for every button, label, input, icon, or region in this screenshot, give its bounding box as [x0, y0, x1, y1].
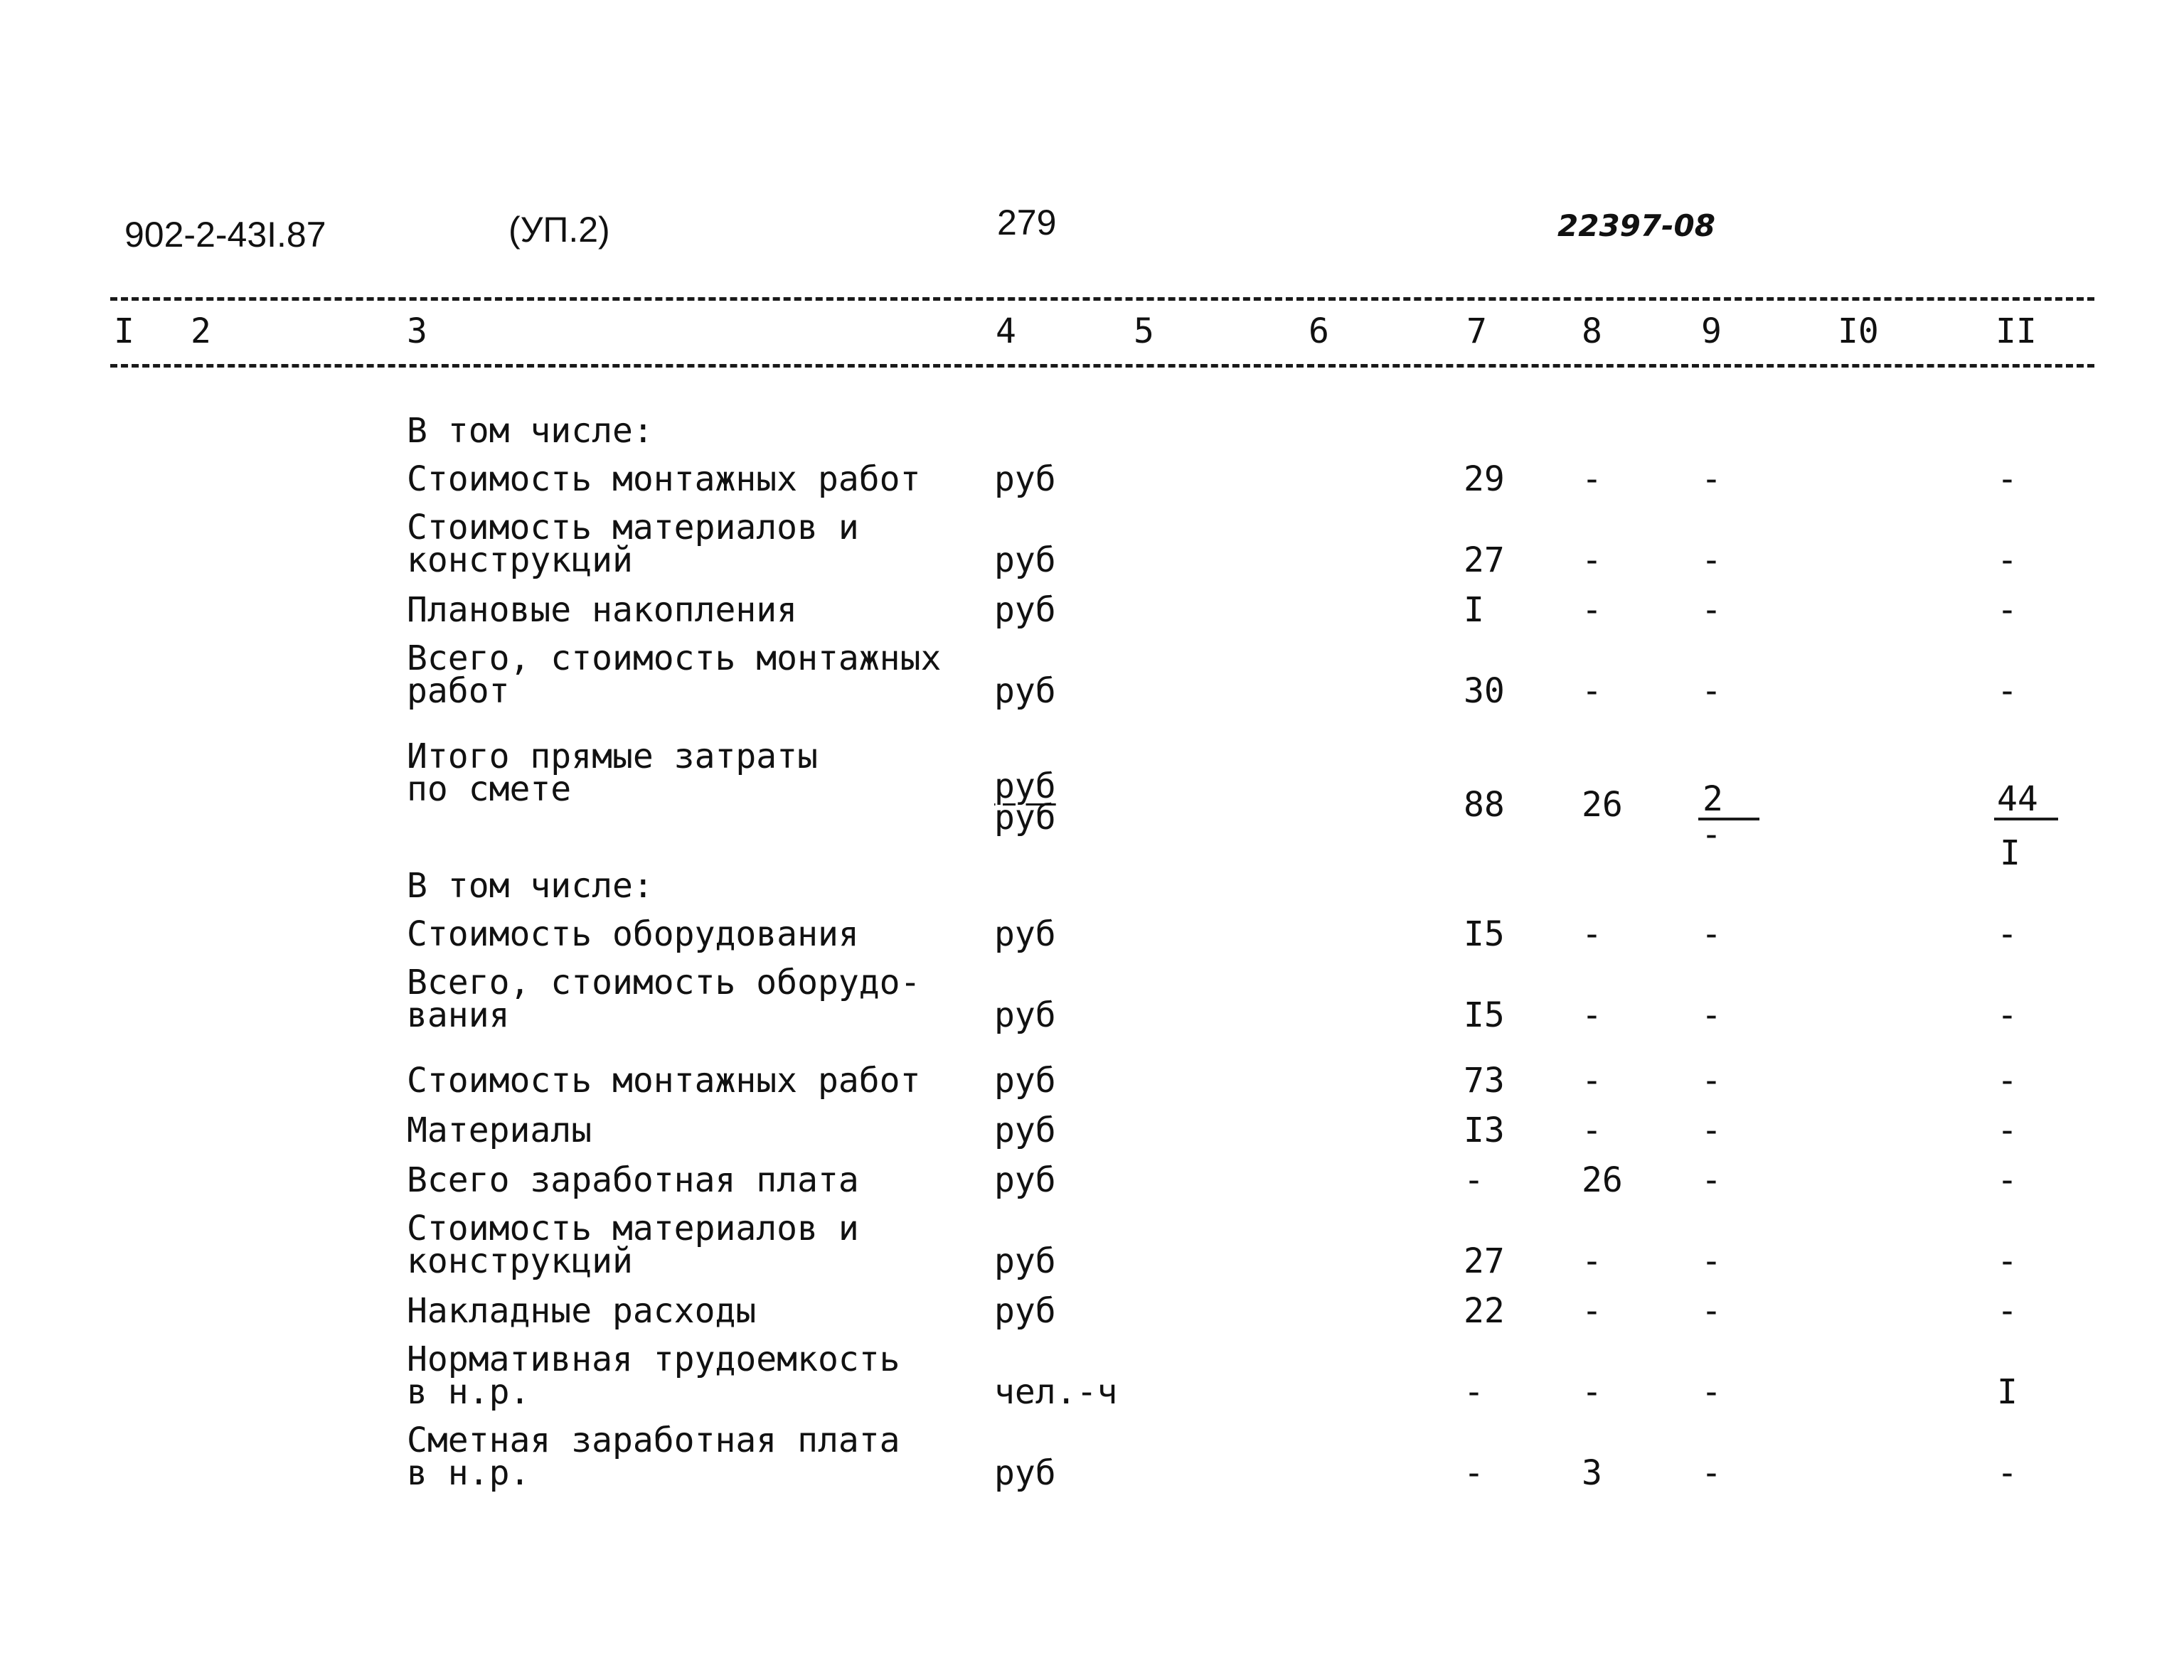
col11-cell: - [1997, 671, 2018, 711]
row-label: Стоимость материалов и [407, 1209, 859, 1248]
col7-cell: I5 [1464, 914, 1505, 954]
row-label-continuation: работ [407, 671, 510, 711]
col7-cell: I3 [1464, 1111, 1505, 1150]
col7-cell: 29 [1464, 459, 1505, 499]
col7-cell: I [1464, 590, 1484, 630]
unit-cell: руб [994, 914, 1056, 954]
unit-cell: руб [994, 1160, 1056, 1200]
column-header: II [1996, 311, 2037, 351]
column-header: 4 [996, 311, 1016, 351]
col9-cell: - [1701, 1061, 1722, 1101]
row-label: Стоимость монтажных работ [407, 459, 921, 499]
col9-cell: - [1701, 1453, 1722, 1493]
col8-cell: - [1582, 590, 1602, 630]
row-label: Стоимость оборудования [407, 914, 859, 954]
row-label: Стоимость монтажных работ [407, 1061, 921, 1101]
col11-cell: - [1997, 1453, 2018, 1493]
row-label: В том числе: [407, 411, 654, 451]
unit-cell: руб [994, 671, 1056, 711]
col7-cell: 22 [1464, 1291, 1505, 1331]
col7-cell: 88 [1464, 785, 1505, 825]
column-header: I [114, 311, 134, 351]
row-label: Всего, стоимость монтажных [407, 638, 942, 678]
col11-cell-numerator: 44 [1997, 779, 2038, 819]
col9-cell: - [1701, 540, 1722, 580]
row-label-continuation: вания [407, 995, 510, 1035]
col11-cell: - [1997, 540, 2018, 580]
col11-cell: - [1997, 1111, 2018, 1150]
col8-cell: - [1582, 1111, 1602, 1150]
col8-cell: 3 [1582, 1453, 1602, 1493]
unit-cell: руб [994, 1241, 1056, 1281]
col8-cell: - [1582, 1372, 1602, 1412]
col9-cell: - [1701, 1111, 1722, 1150]
row-label-continuation: конструкций [407, 1241, 633, 1281]
col11-cell: - [1997, 1241, 2018, 1281]
col11-cell: - [1997, 995, 2018, 1035]
row-label: В том числе: [407, 866, 654, 906]
row-label-continuation: по смете [407, 769, 572, 809]
col11-cell: I [1997, 1372, 2018, 1412]
col9-cell: - [1701, 1160, 1722, 1200]
col9-cell: - [1701, 1291, 1722, 1331]
column-header: 5 [1134, 311, 1154, 351]
col9-cell: - [1701, 1241, 1722, 1281]
row-label: Накладные расходы [407, 1291, 757, 1331]
top-rule [110, 297, 2094, 301]
col11-cell: - [1997, 590, 2018, 630]
col8-cell: - [1582, 1291, 1602, 1331]
col7-cell: I5 [1464, 995, 1505, 1035]
row-label: Итого прямые затраты [407, 737, 818, 776]
unit-cell: руб [994, 459, 1056, 499]
col11-cell: - [1997, 1061, 2018, 1101]
row-label: Всего заработная плата [407, 1160, 859, 1200]
unit-cell-numerator: руб [994, 766, 1056, 806]
col8-cell: - [1582, 995, 1602, 1035]
column-header: 6 [1309, 311, 1329, 351]
column-header: I0 [1838, 311, 1879, 351]
row-label-continuation: в н.р. [407, 1372, 531, 1412]
col8-cell: - [1582, 914, 1602, 954]
col9-cell-numerator: 2 [1703, 779, 1723, 819]
document-part: (УП.2) [508, 210, 610, 250]
col8-cell: - [1582, 459, 1602, 499]
col11-cell-denominator: I [2000, 833, 2020, 873]
column-header: 7 [1466, 311, 1487, 351]
col11-cell: - [1997, 914, 2018, 954]
col7-cell: 30 [1464, 671, 1505, 711]
unit-cell-denominator: руб [994, 798, 1056, 838]
col7-cell: - [1464, 1372, 1484, 1412]
row-label: Стоимость материалов и [407, 508, 859, 547]
unit-cell: чел.-ч [994, 1372, 1118, 1412]
col8-cell: - [1582, 1241, 1602, 1281]
column-header: 3 [407, 311, 427, 351]
header-bottom-rule [110, 364, 2094, 368]
page-number: 279 [997, 203, 1057, 242]
unit-cell: руб [994, 590, 1056, 630]
col8-cell: - [1582, 671, 1602, 711]
col7-cell: 73 [1464, 1061, 1505, 1101]
row-label: Плановые накопления [407, 590, 798, 630]
col7-cell: - [1464, 1453, 1484, 1493]
row-label: Сметная заработная плата [407, 1420, 900, 1460]
col7-cell: 27 [1464, 1241, 1505, 1281]
unit-cell: руб [994, 1291, 1056, 1331]
fraction-line [1994, 818, 2058, 820]
column-header: 8 [1582, 311, 1602, 351]
inventory-number: 22397-08 [1557, 208, 1715, 243]
row-label: Всего, стоимость оборудо- [407, 963, 921, 1002]
row-label-continuation: в н.р. [407, 1453, 531, 1493]
col8-cell: 26 [1582, 1160, 1623, 1200]
col9-cell: - [1701, 914, 1722, 954]
unit-cell: руб [994, 1453, 1056, 1493]
col11-cell: - [1997, 1160, 2018, 1200]
col9-cell: - [1701, 671, 1722, 711]
col7-cell: 27 [1464, 540, 1505, 580]
col9-cell: - [1701, 459, 1722, 499]
row-label: Нормативная трудоемкость [407, 1339, 900, 1379]
row-label-continuation: конструкций [407, 540, 633, 580]
col8-cell: - [1582, 1061, 1602, 1101]
unit-cell: руб [994, 1111, 1056, 1150]
column-header: 2 [191, 311, 211, 351]
unit-cell: руб [994, 995, 1056, 1035]
col9-cell: - [1701, 995, 1722, 1035]
col8-cell: - [1582, 540, 1602, 580]
document-code: 902-2-43I.87 [124, 215, 326, 255]
row-label: Материалы [407, 1111, 592, 1150]
unit-cell: руб [994, 1061, 1056, 1101]
col7-cell: - [1464, 1160, 1484, 1200]
col11-cell: - [1997, 1291, 2018, 1331]
col9-cell: - [1701, 1372, 1722, 1412]
unit-cell: руб [994, 540, 1056, 580]
col11-cell: - [1997, 459, 2018, 499]
col8-cell: 26 [1582, 785, 1623, 825]
column-header: 9 [1701, 311, 1722, 351]
col9-cell: - [1701, 590, 1722, 630]
col9-cell-denominator: - [1701, 815, 1722, 855]
